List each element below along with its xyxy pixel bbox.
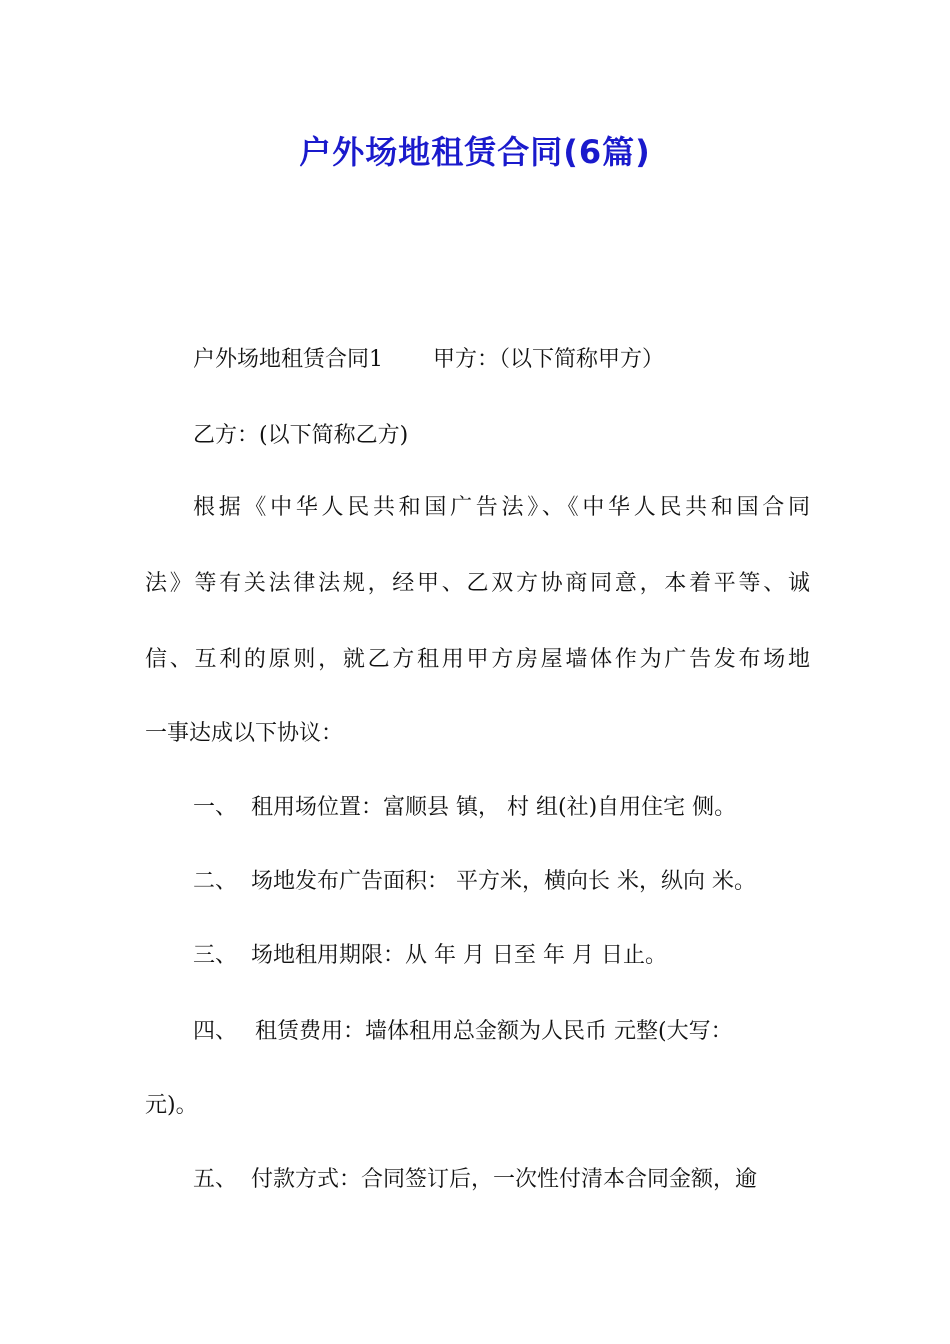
contract-heading-line xyxy=(193,344,810,376)
clause-number: 四、 xyxy=(193,1019,238,1044)
contract-heading-label: 户外场地租赁合同1 xyxy=(193,347,383,372)
clause-text: 租赁费用：墙体租用总金额为人民币 元整(大写： xyxy=(255,1019,733,1044)
clause-3 xyxy=(193,940,810,972)
clause-5 xyxy=(193,1164,810,1196)
clause-text: 付款方式：合同签订后，一次性付清本合同金额，逾 xyxy=(251,1167,758,1192)
party-a-label: 甲方：（以下简称甲方） xyxy=(433,347,665,372)
preamble-line-3: 信、互利的原则，就乙方租用甲方房屋墙体作为广告发布场地 xyxy=(145,647,810,672)
clause-number: 五、 xyxy=(193,1167,238,1192)
clause-4 xyxy=(193,1016,810,1048)
clause-text: 场地发布广告面积： 平方米，横向长 米，纵向 米。 xyxy=(251,869,756,894)
clause-number: 三、 xyxy=(193,943,238,968)
clause-number: 一、 xyxy=(193,795,238,820)
clause-text: 租用场位置：富顺县 镇， 村 组(社)自用住宅 侧。 xyxy=(251,795,737,820)
document-title: 户外场地租赁合同(6篇) xyxy=(299,133,651,171)
clause-text: 场地租用期限：从 年 月 日至 年 月 日止。 xyxy=(251,943,667,968)
clause-2 xyxy=(193,866,810,898)
preamble-line-2: 法》等有关法律法规，经甲、乙双方协商同意，本着平等、诚 xyxy=(145,571,810,596)
preamble-line-4: 一事达成以下协议： xyxy=(145,721,344,746)
clause-4-continuation: 元)。 xyxy=(145,1093,198,1118)
party-b-label: 乙方：(以下简称乙方) xyxy=(193,423,409,448)
preamble-line-1: 根据《中华人民共和国广告法》、《中华人民共和国合同 xyxy=(193,495,810,520)
clause-number: 二、 xyxy=(193,869,238,894)
clause-1 xyxy=(193,792,810,824)
